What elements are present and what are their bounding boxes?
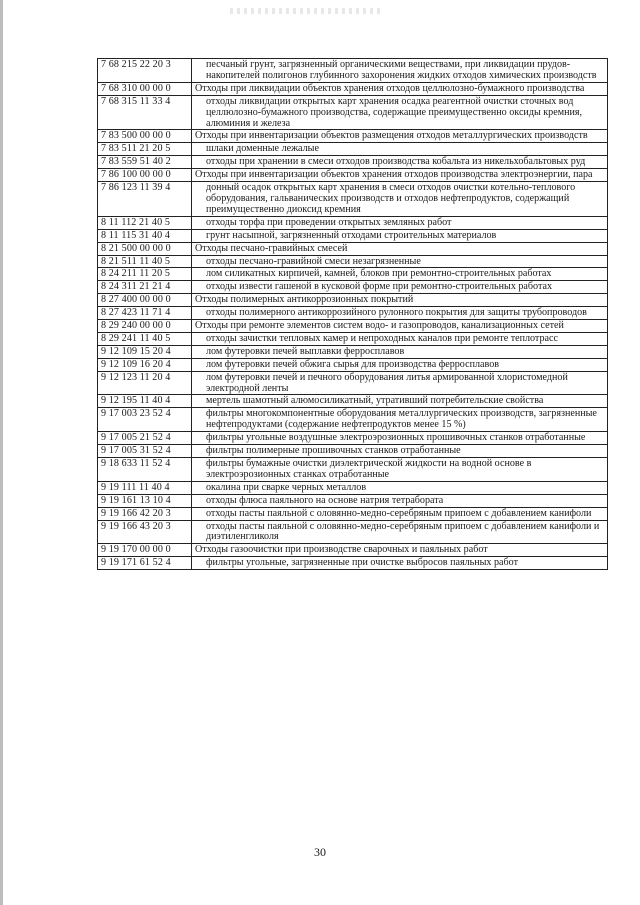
waste-code-cell: 7 68 215 22 20 3 bbox=[98, 59, 192, 83]
table-row bbox=[98, 371, 608, 395]
table-row bbox=[98, 320, 608, 333]
waste-description-cell: грунт насыпной, загрязненный отходами строительных материалов bbox=[192, 229, 608, 242]
waste-code-cell: 8 24 311 21 21 4 bbox=[98, 281, 192, 294]
waste-description-cell: отходы флюса паяльного на основе натрия тетрабората bbox=[192, 494, 608, 507]
table-row bbox=[98, 494, 608, 507]
waste-code-cell: 8 21 500 00 00 0 bbox=[98, 242, 192, 255]
table-row bbox=[98, 358, 608, 371]
waste-group-description-cell: Отходы при ликвидации объектов хранения отходов целлюлозно-бумажного производства bbox=[192, 82, 608, 95]
waste-code-cell: 9 19 170 00 00 0 bbox=[98, 544, 192, 557]
waste-description-cell: отходы торфа при проведении открытых земляных работ bbox=[192, 216, 608, 229]
table-row bbox=[98, 130, 608, 143]
table-row bbox=[98, 156, 608, 169]
waste-group-description-cell: Отходы полимерных антикоррозионных покрытий bbox=[192, 294, 608, 307]
waste-description-cell: шлаки доменные лежалые bbox=[192, 143, 608, 156]
waste-code-cell: 9 19 111 11 40 4 bbox=[98, 481, 192, 494]
waste-code-cell: 8 29 240 00 00 0 bbox=[98, 320, 192, 333]
waste-code-cell: 7 83 559 51 40 2 bbox=[98, 156, 192, 169]
waste-group-description-cell: Отходы песчано-гравийных смесей bbox=[192, 242, 608, 255]
waste-code-cell: 8 11 112 21 40 5 bbox=[98, 216, 192, 229]
table-row bbox=[98, 544, 608, 557]
waste-description-cell: фильтры многокомпонентные оборудования металлургических производств, загрязненные нефтепродуктами (содержание нефтепродуктов менее 15 %) bbox=[192, 408, 608, 432]
table-row bbox=[98, 281, 608, 294]
waste-code-cell: 8 29 241 11 40 5 bbox=[98, 332, 192, 345]
waste-description-cell: отходы извести гашеной в кусковой форме при ремонтно-строительных работах bbox=[192, 281, 608, 294]
waste-code-cell: 8 11 115 31 40 4 bbox=[98, 229, 192, 242]
waste-description-cell: отходы зачистки тепловых камер и непроходных каналов при ремонте теплотрасс bbox=[192, 332, 608, 345]
waste-code-cell: 9 19 166 43 20 3 bbox=[98, 520, 192, 544]
waste-description-cell: песчаный грунт, загрязненный органическими веществами, при ликвидации прудов-накопителей полигонов глубинного захоронения жидких отходов химических производств bbox=[192, 59, 608, 83]
page-number: 30 bbox=[314, 845, 326, 859]
waste-code-cell: 9 18 633 11 52 4 bbox=[98, 458, 192, 482]
waste-description-cell: лом футеровки печей выплавки ферросплавов bbox=[192, 345, 608, 358]
table-row bbox=[98, 59, 608, 83]
table-row bbox=[98, 307, 608, 320]
waste-group-description-cell: Отходы при инвентаризации объектов размещения отходов металлургических производств bbox=[192, 130, 608, 143]
waste-code-cell: 9 19 171 61 52 4 bbox=[98, 557, 192, 570]
table-row bbox=[98, 557, 608, 570]
waste-description-cell: фильтры полимерные прошивочных станков отработанные bbox=[192, 445, 608, 458]
table-row bbox=[98, 255, 608, 268]
table-row bbox=[98, 481, 608, 494]
table-row bbox=[98, 395, 608, 408]
waste-description-cell: окалина при сварке черных металлов bbox=[192, 481, 608, 494]
table-row bbox=[98, 169, 608, 182]
waste-code-cell: 8 27 400 00 00 0 bbox=[98, 294, 192, 307]
table-row bbox=[98, 507, 608, 520]
waste-description-cell: лом силикатных кирпичей, камней, блоков при ремонтно-строительных работах bbox=[192, 268, 608, 281]
waste-code-cell: 8 27 423 11 71 4 bbox=[98, 307, 192, 320]
waste-description-cell: фильтры угольные, загрязненные при очистке выбросов паяльных работ bbox=[192, 557, 608, 570]
waste-description-cell: донный осадок открытых карт хранения в смеси отходов очистки котельно-теплового оборудования, гальванических производств и отходов нефтепродуктов, содержащий преимущественно диоксид кремния bbox=[192, 182, 608, 217]
table-row bbox=[98, 458, 608, 482]
waste-code-cell: 9 19 166 42 20 3 bbox=[98, 507, 192, 520]
table-row bbox=[98, 432, 608, 445]
waste-description-cell: отходы при хранении в смеси отходов производства кобальта из никельхобальтовых руд bbox=[192, 156, 608, 169]
waste-description-cell: отходы полимерного антикоррозийного рулонного покрытия для защиты трубопроводов bbox=[192, 307, 608, 320]
waste-code-cell: 9 17 005 21 52 4 bbox=[98, 432, 192, 445]
waste-description-cell: лом футеровки печей обжига сырья для производства ферросплавов bbox=[192, 358, 608, 371]
table-row bbox=[98, 242, 608, 255]
table-row bbox=[98, 143, 608, 156]
table-row bbox=[98, 82, 608, 95]
table-row bbox=[98, 445, 608, 458]
table-row bbox=[98, 268, 608, 281]
waste-code-cell: 7 68 310 00 00 0 bbox=[98, 82, 192, 95]
waste-description-cell: лом футеровки печей и печного оборудования литья армированной хлористомедной электродной ленты bbox=[192, 371, 608, 395]
table-row bbox=[98, 216, 608, 229]
waste-group-description-cell: Отходы при ремонте элементов систем водо- и газопроводов, канализационных сетей bbox=[192, 320, 608, 333]
waste-code-cell: 9 12 195 11 40 4 bbox=[98, 395, 192, 408]
waste-code-cell: 7 83 511 21 20 5 bbox=[98, 143, 192, 156]
table-row bbox=[98, 520, 608, 544]
waste-code-cell: 7 86 123 11 39 4 bbox=[98, 182, 192, 217]
waste-description-cell: фильтры угольные воздушные электроэрозионных прошивочных станков отработанные bbox=[192, 432, 608, 445]
waste-group-description-cell: Отходы при инвентаризации объектов хранения отходов производства электроэнергии, пара bbox=[192, 169, 608, 182]
scan-edge bbox=[0, 0, 3, 905]
waste-description-cell: отходы ликвидации открытых карт хранения осадка реагентной очистки сточных вод целлюлозно-бумажного производства, содержащие преимущественно оксиды кремния, алюминия и железа bbox=[192, 95, 608, 130]
waste-description-cell: отходы песчано-гравийной смеси незагрязненные bbox=[192, 255, 608, 268]
table-row bbox=[98, 332, 608, 345]
table-row bbox=[98, 95, 608, 130]
waste-description-cell: отходы пасты паяльной с оловянно-медно-серебряным припоем с добавлением канифоли bbox=[192, 507, 608, 520]
waste-code-cell: 9 17 003 23 52 4 bbox=[98, 408, 192, 432]
waste-code-cell: 8 21 511 11 40 5 bbox=[98, 255, 192, 268]
waste-description-cell: фильтры бумажные очистки диэлектрической жидкости на водной основе в электроэрозионных станках отработанные bbox=[192, 458, 608, 482]
waste-code-cell: 7 83 500 00 00 0 bbox=[98, 130, 192, 143]
waste-code-cell: 9 17 005 31 52 4 bbox=[98, 445, 192, 458]
table-row bbox=[98, 294, 608, 307]
waste-code-cell: 7 68 315 11 33 4 bbox=[98, 95, 192, 130]
waste-code-cell: 9 12 109 16 20 4 bbox=[98, 358, 192, 371]
waste-code-cell: 9 19 161 13 10 4 bbox=[98, 494, 192, 507]
table-row bbox=[98, 182, 608, 217]
waste-code-cell: 7 86 100 00 00 0 bbox=[98, 169, 192, 182]
waste-description-cell: отходы пасты паяльной с оловянно-медно-серебряным припоем с добавлением канифоли и диэтиленгликоля bbox=[192, 520, 608, 544]
waste-description-cell: мертель шамотный алюмосиликатный, утративший потребительские свойства bbox=[192, 395, 608, 408]
waste-group-description-cell: Отходы газоочистки при производстве сварочных и паяльных работ bbox=[192, 544, 608, 557]
table-row bbox=[98, 229, 608, 242]
waste-code-cell: 9 12 109 15 20 4 bbox=[98, 345, 192, 358]
table-row bbox=[98, 345, 608, 358]
waste-code-cell: 8 24 211 11 20 5 bbox=[98, 268, 192, 281]
table-row bbox=[98, 408, 608, 432]
waste-codes-table-body bbox=[98, 59, 608, 570]
scan-header-noise bbox=[230, 8, 380, 14]
waste-code-cell: 9 12 123 11 20 4 bbox=[98, 371, 192, 395]
waste-codes-table bbox=[97, 58, 608, 570]
